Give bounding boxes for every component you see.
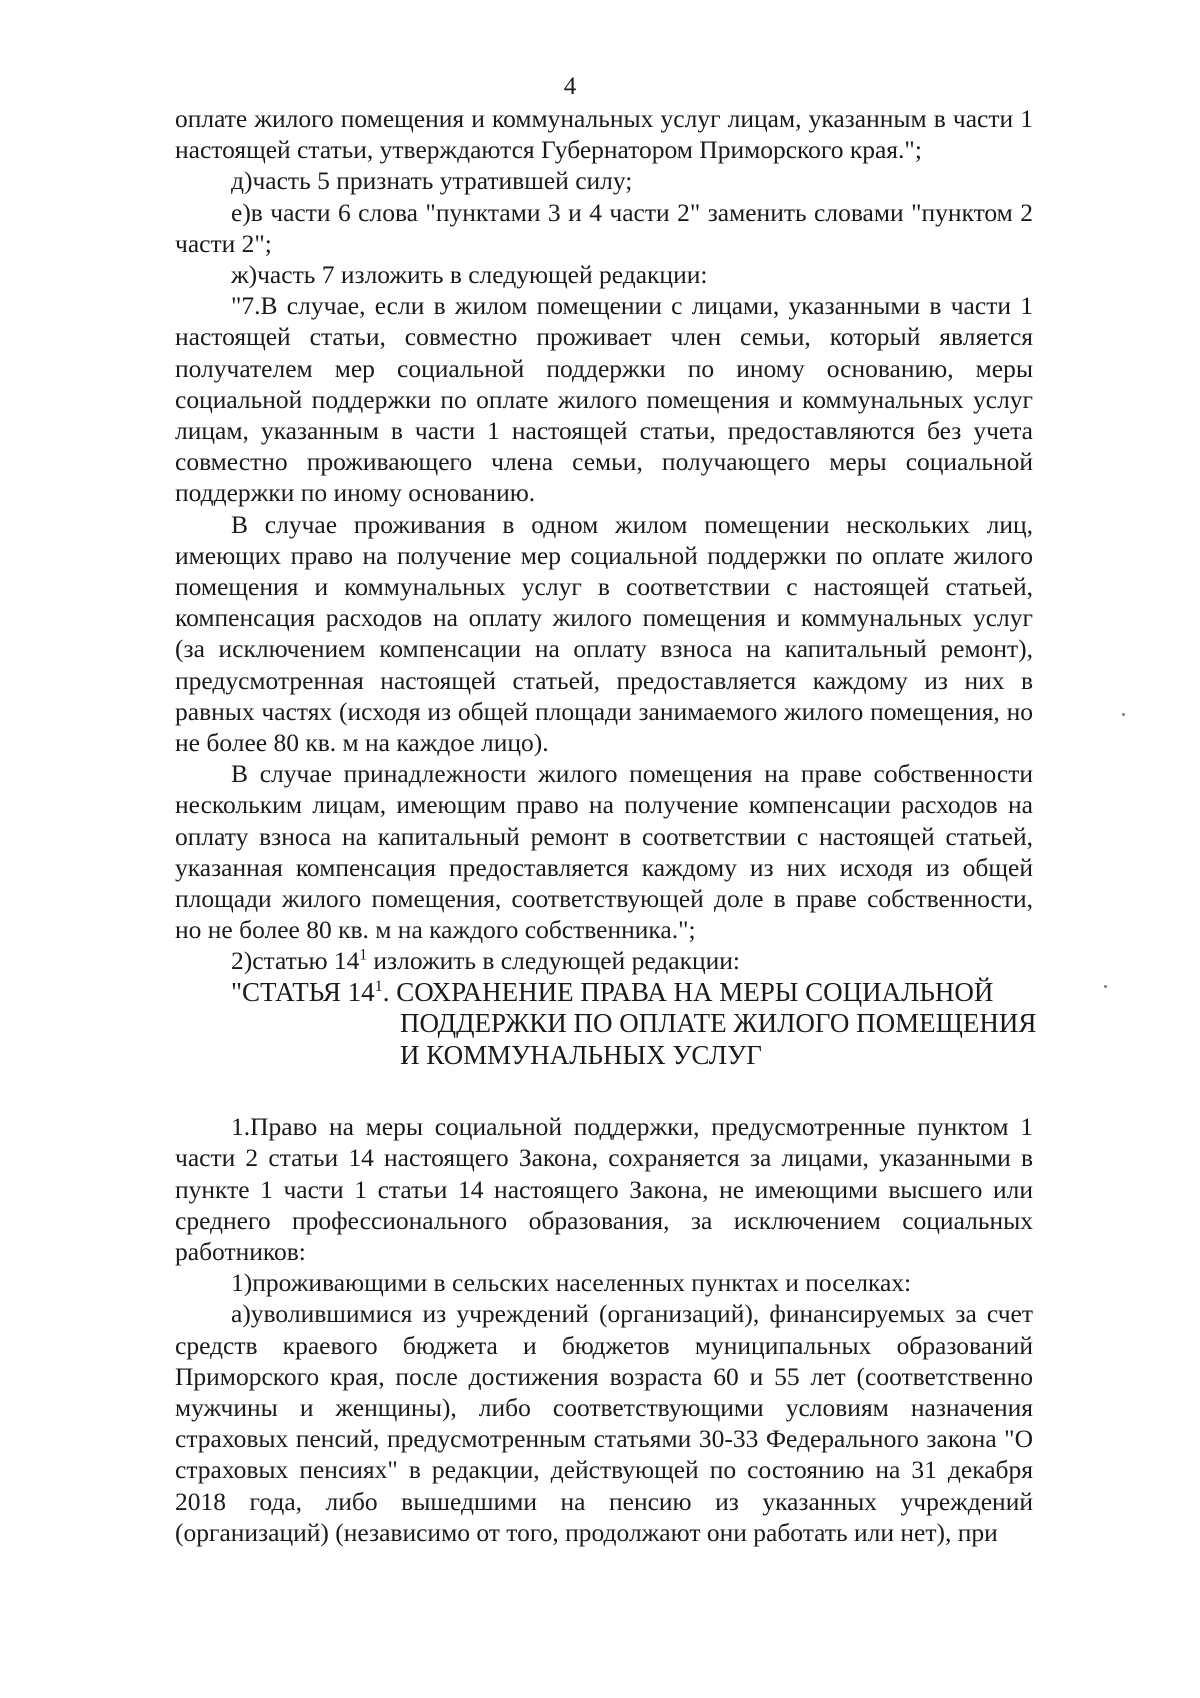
paragraph: "7.В случае, если в жилом помещении с лицами, указанными в части 1 настоящей статьи, совместно проживает член семьи, который является получателем мер социальной поддержки по иному основанию, меры социальной поддержки по оплате жилого помещения и коммунальных услуг лицам, указанным в части 1 настоящей статьи, предоставляются без учета совместно проживающего члена семьи, получающего меры социальной поддержки по иному основанию. [175,291,1033,508]
paragraph: В случае проживания в одном жилом помещении нескольких лиц, имеющих право на получение мер социальной поддержки по оплате жилого помещения и коммунальных услуг в соответствии с настоящей статьей, компенсация расходов на оплату жилого помещения и коммунальных услуг (за исключением компенсации на оплату взноса на капитальный ремонт), предусмотренная настоящей статьей, предоставляется каждому из них в равных частях (исходя из общей площади занимаемого жилого помещения, но не более 80 кв. м на каждое лицо). [175,509,1033,758]
paragraph: В случае принадлежности жилого помещения на праве собственности нескольким лицам, имеющим право на получение компенсации расходов на оплату взноса на капитальный ремонт в соответствии с настоящей статьей, указанная компенсация предоставляется каждому из них исходя из общей площади жилого помещения, соответствующей доле в праве собственности, но не более 80 кв. м на каждого собственника."; [175,759,1033,945]
paragraph: оплате жилого помещения и коммунальных услуг лицам, указанным в части 1 настоящей статьи, утверждаются Губернатором Приморского края."; [175,104,1033,165]
article-intro [175,945,1033,976]
paragraph: 1)проживающими в сельских населенных пунктах и поселках: [231,1268,912,1298]
article-intro-text: 2)статью 14 [231,946,360,976]
scan-speck [1104,985,1107,988]
scan-speck [1122,713,1125,716]
heading-line: ПОДДЕРЖКИ ПО ОПЛАТЕ ЖИЛОГО ПОМЕЩЕНИЯ [400,1008,1037,1039]
paragraph: а)уволившимися из учреждений (организаций), финансируемых за счет средств краевого бюджета и бюджетов муниципальных образований Приморского края, после достижения возраста 60 и 55 лет (соответственно мужчины и женщины), либо соответствующими условиям назначения страховых пенсий, предусмотренным статьями 30-33 Федерального закона "О страховых пенсиях" в редакции, действующей по состоянию на 31 декабря 2018 года, либо вышедшими на пенсию из указанных учреждений (организаций) (независимо от того, продолжают они работать или нет), при [175,1299,1033,1547]
paragraph: д)часть 5 признать утратившей силу; [231,166,633,196]
paragraph: е)в части 6 слова "пунктами 3 и 4 части 2" заменить словами "пунктом 2 части 2"; [175,197,1033,258]
superscript: 1 [359,946,368,964]
spacer [175,1071,1033,1111]
heading-text: . СОХРАНЕНИЕ ПРАВА НА МЕРЫ СОЦИАЛЬНОЙ [382,976,994,1007]
heading-line: И КОММУНАЛЬНЫХ УСЛУГ [400,1039,762,1070]
heading-line [175,977,1033,1009]
article-heading [175,976,1037,1072]
article-intro-text: изложить в следующей редакции: [367,946,741,976]
page-number: 4 [563,73,577,100]
document-body [175,103,1037,1548]
heading-text: "СТАТЬЯ 14 [231,976,375,1007]
paragraph: ж)часть 7 изложить в следующей редакции: [231,260,708,290]
paragraph: 1.Право на меры социальной поддержки, предусмотренные пунктом 1 части 2 статьи 14 настоящего Закона, сохраняется за лицами, указанными в пункте 1 части 1 статьи 14 настоящего Закона, не имеющими высшего или среднего профессионального образования, за исключением социальных работников: [175,1112,1033,1266]
superscript: 1 [374,976,383,995]
